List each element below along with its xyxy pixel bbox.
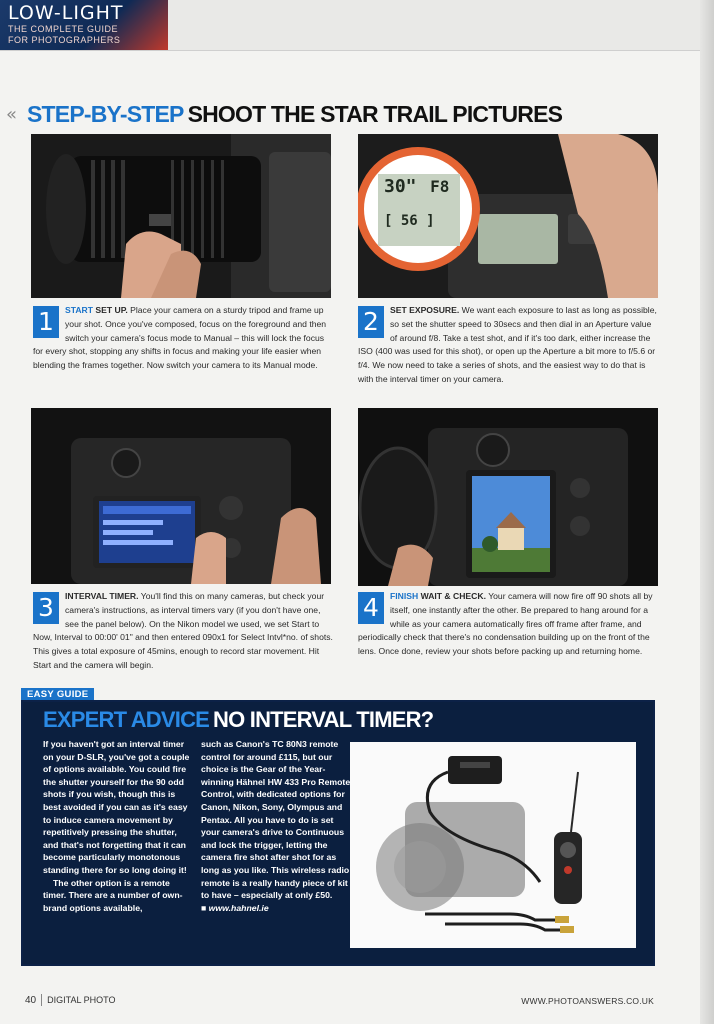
step-3-lead: INTERVAL TIMER. — [65, 591, 139, 601]
expert-advice-column-2 — [201, 738, 351, 914]
magazine-name: DIGITAL PHOTO — [47, 995, 116, 1005]
page-edge-shadow — [700, 0, 714, 1024]
step-3-photo — [31, 408, 331, 584]
step-4-body: Your camera will now fire off 90 shots all by itself, one instantly after the other. Be prepared to hang around for a while as your camera automatically fires off frame after frame, and periodically check that there's no condensation building up on the front of the lens. Once done, review your shots before packing up and returning home. — [358, 591, 653, 657]
remote-control-product-photo — [350, 742, 636, 948]
step-1-number: 1 — [33, 306, 59, 338]
step-1-body: Place your camera on a sturdy tripod and frame up your shot. Once you've composed, focus on the foreground and then switch your camera's focus mode to Manual – this will lock the focus for every shot, stopping any shifts in focus and making your life easier when blending the frames together. Now switch your camera to its Manual mode. — [33, 305, 327, 371]
expert-advice-paragraph-3: such as Canon's TC 80N3 remote control for around £115, but our choice is the Gear of the Year-winning Hähnel HW 433 Pro Remote Control, with dedicated options for Canon, Nikon, Sony, Olympus and Pentax. All you have to do is set your camera's drive to Continuous and lock the trigger, letting the camera fire shot after shot for as long as you like. This wireless radio remote is a really handy piece of kit to have – especially at only £50. — [201, 739, 351, 901]
step-2-photo — [358, 134, 658, 298]
step-2-lead: SET EXPOSURE. — [390, 305, 460, 315]
article-headline — [6, 100, 562, 128]
easy-guide-tab: EASY GUIDE — [21, 688, 94, 702]
camera-with-remote-illustration — [350, 742, 636, 948]
section-subtitle-2: FOR PHOTOGRAPHERS — [8, 35, 121, 45]
step-1 — [33, 304, 333, 373]
expert-advice-box — [21, 700, 655, 966]
hahnel-link[interactable]: ■ www.hahnel.ie — [201, 902, 269, 913]
step-2-number: 2 — [358, 306, 384, 338]
section-title: LOW-LIGHT — [8, 2, 124, 24]
step-4-photo — [358, 408, 658, 586]
section-tag — [0, 0, 168, 50]
step-1-lead: START SET UP. — [65, 305, 128, 315]
step-4-lead: FINISH WAIT & CHECK. — [390, 591, 486, 601]
camera-lens-illustration — [31, 134, 331, 298]
expert-advice-paragraph-1: If you haven't got an interval timer on your D-SLR, you've got a couple of options available. You could fire the shutter yourself for the 90 odd shots if you wish, though this is best avoided if you can as it's easy to induce camera movement by repetitively pressing the shutter, and that's not forgetting that it can become particularly monotonous standing there for so long doing it! — [43, 739, 190, 875]
step-2 — [358, 304, 658, 387]
double-chevron-icon: « — [6, 103, 18, 125]
lcd-shutter: 30" — [384, 176, 417, 197]
website-url[interactable]: WWW.PHOTOANSWERS.CO.UK — [521, 996, 654, 1006]
page-footer-left — [25, 994, 115, 1006]
expert-advice-title-white: NO INTERVAL TIMER? — [213, 707, 434, 732]
expert-advice-title-blue: EXPERT ADVICE — [43, 707, 210, 732]
step-4-number: 4 — [358, 592, 384, 624]
header-divider — [0, 50, 714, 51]
lcd-count: [ 56 ] — [384, 213, 435, 229]
step-2-body: We want each exposure to last as long as possible, so set the shutter speed to 30secs and then dial in an Aperture value of around f/8. Take a test shot, and if it's too dark, either increase the ISO (400 was used for this shot), or open up the Aperture a bit more to f/5.6 or f/4. We now need to take a series of shots, and the easiest way to do that is with the interval timer on your camera. — [358, 305, 657, 384]
step-3 — [33, 590, 333, 673]
expert-advice-headline — [43, 707, 433, 733]
headline-black: SHOOT THE STAR TRAIL PICTURES — [187, 100, 563, 127]
expert-advice-paragraph-2: The other option is a remote timer. There are a number of own-brand options available, — [43, 877, 183, 913]
camera-back-menu-illustration — [31, 408, 331, 584]
headline-blue: STEP-BY-STEP — [27, 100, 184, 127]
lcd-aperture: F8 — [430, 177, 450, 196]
step-3-number: 3 — [33, 592, 59, 624]
expert-advice-column-1 — [43, 738, 193, 914]
section-subtitle-1: THE COMPLETE GUIDE — [8, 24, 119, 34]
page-number: 40 — [25, 994, 37, 1006]
camera-review-illustration — [358, 408, 658, 586]
footer-divider — [41, 994, 42, 1006]
step-4 — [358, 590, 658, 659]
step-1-photo — [31, 134, 331, 298]
step-3-body: You'll find this on many cameras, but check your camera's instructions, as interval timers vary (if you don't have one, see the panel below). On the Nikon model we used, we set Start to Now, Interval to 00:00' 01" and then entered 090x1 for Select Intvl*no. of shots. This gives a total exposure of 45mins, enough to record star movement. Hit Start and the camera will begin. — [33, 591, 333, 670]
